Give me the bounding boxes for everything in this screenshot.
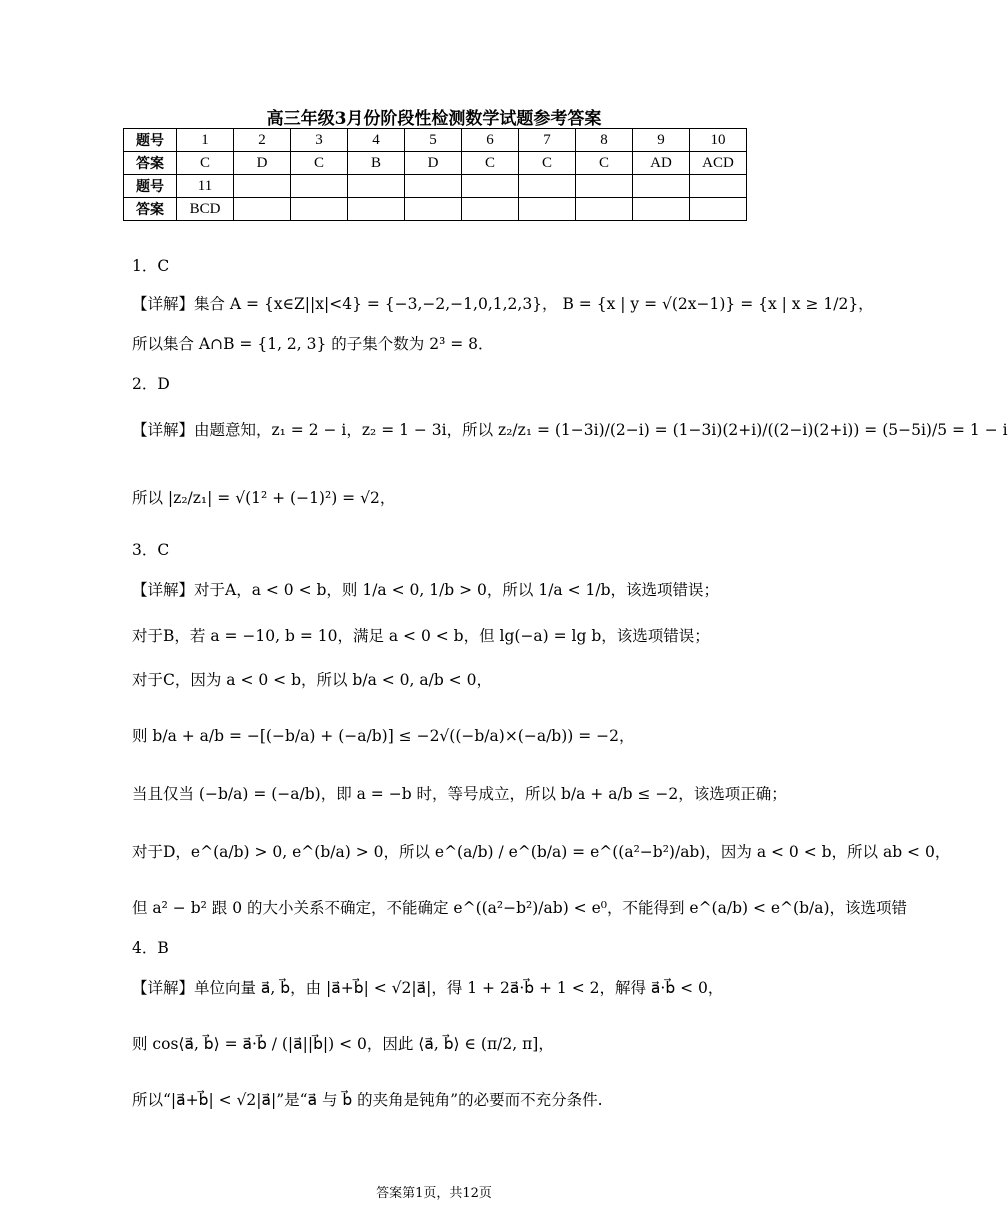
- table-cell: [519, 175, 576, 198]
- table-row: [124, 198, 747, 221]
- row-header: 答案: [124, 198, 177, 221]
- solution-text: 则 b/a + a/b = −[(−b/a) + (−a/b)] ≤ −2√((−b/a)×(−a/b)) = −2，: [132, 727, 635, 745]
- table-cell: 10: [690, 129, 747, 152]
- table-cell: 3: [291, 129, 348, 152]
- row-header: 题号: [124, 129, 177, 152]
- table-row: [124, 129, 747, 152]
- question-number: 2．D: [132, 375, 170, 393]
- table-cell: 1: [177, 129, 234, 152]
- table-cell: BCD: [177, 198, 234, 221]
- table-cell: [576, 175, 633, 198]
- solution-text: 对于B，若 a = −10, b = 10，满足 a < 0 < b，但 lg(−a) = lg b，该选项错误；: [132, 627, 710, 645]
- table-cell: [348, 198, 405, 221]
- solution-text: 则 cos⟨a⃗, b⃗⟩ = a⃗·b⃗ / (|a⃗||b⃗|) < 0，因此 ⟨a⃗, b⃗⟩ ∈ (π/2, π]，: [132, 1035, 554, 1053]
- table-cell: [690, 198, 747, 221]
- solution-text: 【详解】单位向量 a⃗, b⃗，由 |a⃗+b⃗| < √2|a⃗|，得 1 + 2a⃗·b⃗ + 1 < 2，解得 a⃗·b⃗ < 0，: [132, 979, 724, 997]
- table-cell: ACD: [690, 152, 747, 175]
- row-header: 题号: [124, 175, 177, 198]
- solution-text: 所以 |z₂/z₁| = √(1² + (−1)²) = √2，: [132, 489, 396, 507]
- table-cell: [462, 175, 519, 198]
- table-cell: C: [462, 152, 519, 175]
- table-row: [124, 175, 747, 198]
- solution-text: 所以集合 A∩B = {1, 2, 3} 的子集个数为 2³ = 8．: [132, 335, 494, 353]
- table-cell: 7: [519, 129, 576, 152]
- row-header: 答案: [124, 152, 177, 175]
- table-cell: [633, 198, 690, 221]
- page-title: 高三年级3月份阶段性检测数学试题参考答案: [266, 109, 602, 129]
- question-number: 1．C: [132, 257, 170, 275]
- table-cell: C: [177, 152, 234, 175]
- table-cell: [576, 198, 633, 221]
- table-cell: [291, 198, 348, 221]
- table-cell: C: [576, 152, 633, 175]
- table-cell: [633, 175, 690, 198]
- table-cell: C: [519, 152, 576, 175]
- table-cell: D: [234, 152, 291, 175]
- page-footer: 答案第1页，共12页: [376, 1186, 492, 1201]
- table-cell: [348, 175, 405, 198]
- solution-text: 【详解】对于A，a < 0 < b，则 1/a < 0, 1/b > 0，所以 1/a < 1/b，该选项错误；: [132, 581, 720, 599]
- table-cell: [519, 198, 576, 221]
- table-cell: [462, 198, 519, 221]
- table-cell: [690, 175, 747, 198]
- solution-text: 【详解】由题意知，z₁ = 2 − i，z₂ = 1 − 3i，所以 z₂/z₁ = (1−3i)/(2−i) = (1−3i)(2+i)/((2−i)(2+i)) = (5−5i)/5 = 1 − i: [132, 421, 1008, 439]
- solution-text: 对于D，e^(a/b) > 0, e^(b/a) > 0，所以 e^(a/b) / e^(b/a) = e^((a²−b²)/ab)，因为 a < 0 < b，所以 ab < 0，: [132, 843, 951, 861]
- table-cell: [234, 175, 291, 198]
- table-cell: 8: [576, 129, 633, 152]
- table-cell: D: [405, 152, 462, 175]
- question-number: 3．C: [132, 541, 170, 559]
- table-cell: B: [348, 152, 405, 175]
- table-cell: C: [291, 152, 348, 175]
- solution-text: 所以“|a⃗+b⃗| < √2|a⃗|”是“a⃗ 与 b⃗ 的夹角是钝角”的必要而不充分条件.: [132, 1091, 603, 1109]
- solution-text: 当且仅当 (−b/a) = (−a/b)，即 a = −b 时，等号成立，所以 b/a + a/b ≤ −2，该选项正确；: [132, 785, 787, 803]
- table-cell: [405, 175, 462, 198]
- table-cell: 5: [405, 129, 462, 152]
- table-cell: [291, 175, 348, 198]
- table-cell: [405, 198, 462, 221]
- table-cell: AD: [633, 152, 690, 175]
- table-cell: [234, 198, 291, 221]
- solution-text: 但 a² − b² 跟 0 的大小关系不确定，不能确定 e^((a²−b²)/ab) < e⁰，不能得到 e^(a/b) < e^(b/a)，该选项错: [132, 899, 908, 917]
- solution-text: 对于C，因为 a < 0 < b，所以 b/a < 0, a/b < 0，: [132, 671, 492, 689]
- table-cell: 4: [348, 129, 405, 152]
- table-row: [124, 152, 747, 175]
- table-cell: 9: [633, 129, 690, 152]
- answer-table: [123, 128, 747, 221]
- table-cell: 6: [462, 129, 519, 152]
- question-number: 4．B: [132, 939, 169, 957]
- solution-text: 【详解】集合 A = {x∈Z||x|<4} = {−3,−2,−1,0,1,2,3}， B = {x | y = √(2x−1)} = {x | x ≥ 1/2}，: [132, 295, 874, 313]
- table-cell: 11: [177, 175, 234, 198]
- table-cell: 2: [234, 129, 291, 152]
